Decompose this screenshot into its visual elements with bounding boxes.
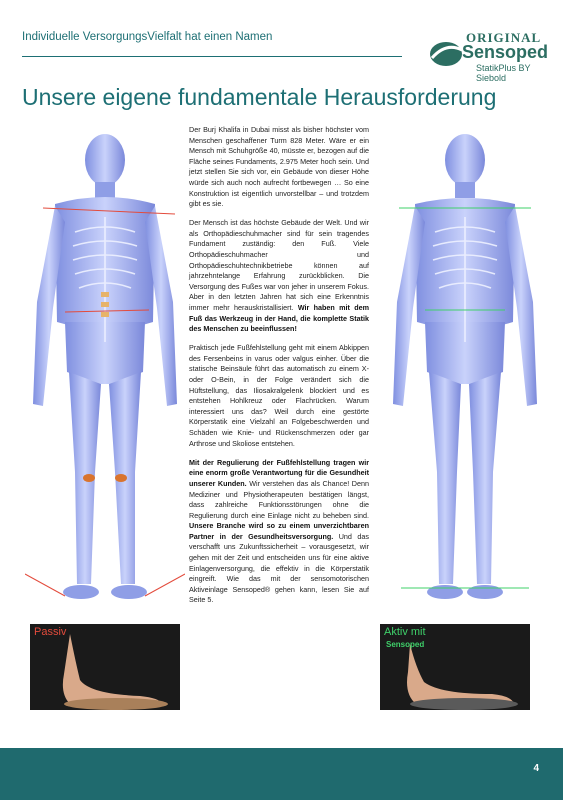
sensoped-logo [428, 30, 549, 83]
section-title: Individuelle VersorgungsVielfalt hat einen Namen [22, 31, 273, 43]
skeleton-active-figure [385, 122, 545, 612]
article-body [189, 125, 369, 615]
logo-line2: Sensoped [462, 42, 549, 62]
logo-line1: ORIGINAL [466, 30, 542, 45]
footer-bar [0, 748, 563, 800]
logo-swoosh-icon [428, 36, 464, 68]
passive-label: Passiv [34, 626, 67, 638]
skeleton-passive-figure [25, 122, 185, 612]
page-headline: Unsere eigene fundamentale Herausforderung [22, 84, 497, 110]
paragraph-4-text: Wir verstehen das als Chance! Denn Mediziner und Physiotherapeuten bestätigen längst, dass zahlreiche Funktionsstörungen ohne die Regulierung durch eine Einlage nicht zu beheben sind. [189, 478, 369, 520]
active-label: Aktiv mit [384, 626, 426, 638]
paragraph-2 [189, 218, 369, 335]
paragraph-4-bold: Mit der Regulierung der Fußfehlstellung tragen wir eine enorm große Verantwortung für die Gesundheit unserer Kunden. [189, 457, 369, 488]
paragraph-4-tail: Und das verschafft uns Zukunftssicherheit – vorausgesetzt, wir gehen mit der Zeit und entscheiden uns für eine aktive Einlagenversorgung, die effektiv in die Körperstatik eingreift. Wie das mit der sensomotorischen Aktiveinlage Sensoped® gehen kann, lesen Sie auf Seite 5. [189, 531, 369, 605]
paragraph-1: Der Burj Khalifa in Dubai misst als bisher höchster vom Menschen geschaffener Turm 828 Meter. Wäre er ein Mensch mit Schuhgröße 40, müsste er, bezogen auf die Fläche seines Fundaments, 2.975 Meter hoch sein. Und jetzt stellen Sie sich vor, ein Gebäude von dieser Höhe würde sich auch noch aufrecht fortbewegen … So eine Konstruktion ist eigentlich unvorstellbar – und trotzdem gibt es sie. [189, 125, 369, 209]
paragraph-3: Praktisch jede Fußfehlstellung geht mit einem Abkippen des Fersenbeins in varus oder valgus einher. Über die statische Beinsäule führt das automatisch zu einem X- oder O-Bein, in der Folge verändert sich die Hüftstellung, das Iliosakralgelenk blockiert und es entstehen Hohlkreuz oder Flachrücken. Warum interessiert uns das? Weil durch eine gestörte Körperstatik eine Vielzahl an Folgebeschwerden und Schäden wie Knie- und Rückenschmerzen oder gar Arthrose und Skoliose entstehen. [189, 343, 369, 448]
photo-active [380, 624, 530, 710]
paragraph-2-text: Der Mensch ist das höchste Gebäude der Welt. Und wir als Orthopädieschuhmacher sind für sein tragendes Fundament zuständig: den Fuß. Viele Orthopädieschuhmacher und Orthopädieschuhtechnikbetriebe können auf jahrzehntelange Erfahrung zurückblicken. Die Versorgung des Fußes war von jeher in unserem Fokus. Aber in den letzten Jahren hat sich eine Erkenntnis immer mehr herauskristallisiert. [189, 218, 369, 312]
paragraph-4-bold2: Unsere Branche wird so zu einem unverzichtbaren Partner in der Gesundheitsversorgung. [189, 521, 369, 541]
photo-passive [30, 624, 180, 710]
header-rule [22, 56, 402, 57]
paragraph-2-bold: Wir haben mit dem Fuß das Werkzeug in der Hand, die komplette Statik des Menschen zu beeinflussen! [189, 303, 369, 334]
page-number: 4 [533, 763, 539, 774]
paragraph-4 [189, 458, 369, 606]
logo-line3: StatikPlus BY Siebold [476, 63, 531, 83]
active-logo: Sensoped [386, 640, 425, 649]
